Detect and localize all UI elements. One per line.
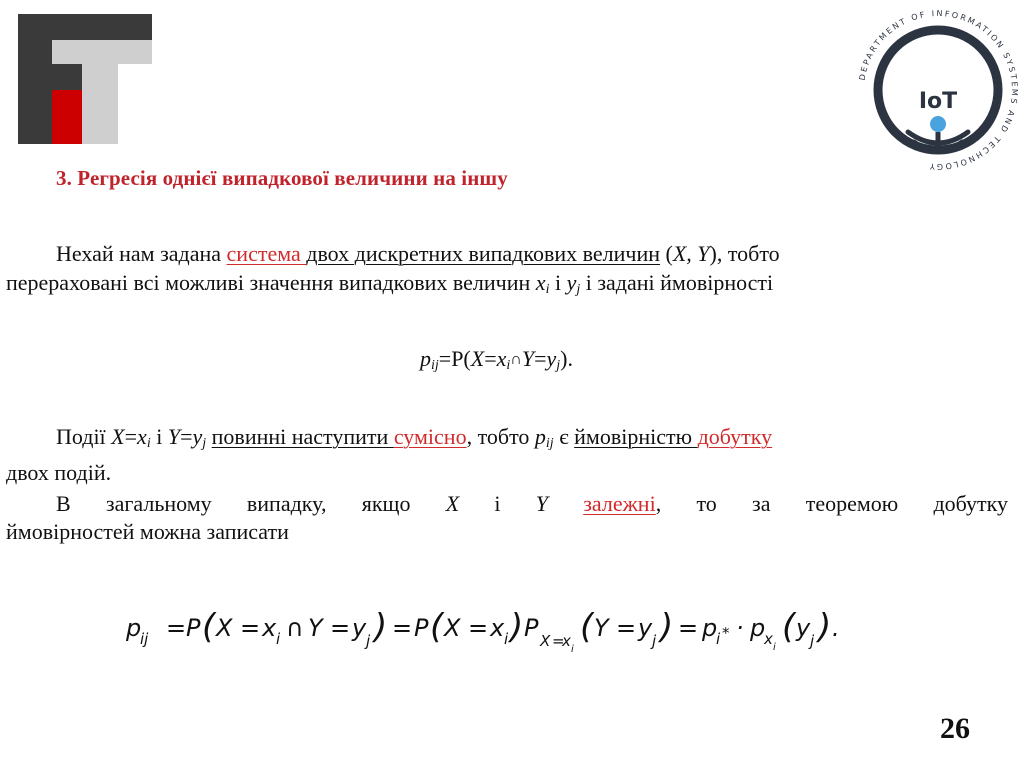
iot-seal-icon xyxy=(852,4,1024,176)
paragraph-system: Нехай нам задана система двох дискретних випадкових величин (X, Y), тобто перераховані всі можливі значення випадкових величин $x_i$ і $y_j$ і задані ймовірності xyxy=(6,241,780,297)
svg-text:x: x xyxy=(490,614,505,642)
svg-text:j: j xyxy=(652,632,657,650)
svg-text:P: P xyxy=(414,614,429,642)
svg-text:=: = xyxy=(330,614,351,642)
svg-text:*: * xyxy=(722,624,730,642)
svg-text:Y: Y xyxy=(308,614,323,642)
link-dependent[interactable]: залежні xyxy=(583,491,656,516)
paragraph-dependent-line2: ймовірностей можна записати xyxy=(6,519,289,544)
svg-text:ij: ij xyxy=(140,630,149,648)
paragraph-dependent: В загальному випадку, якщо X і Y залежні, то за теоремою добутку xyxy=(56,491,1008,516)
svg-text:): ) xyxy=(510,607,524,647)
svg-text:j: j xyxy=(810,632,815,650)
svg-text:p: p xyxy=(750,614,766,642)
svg-text:i: i xyxy=(276,630,281,648)
svg-text:=: = xyxy=(552,632,565,650)
svg-text:): ) xyxy=(374,607,388,647)
svg-text:y: y xyxy=(796,614,811,642)
svg-text:i: i xyxy=(716,630,721,648)
svg-text:=: = xyxy=(392,614,413,642)
svg-text:=: = xyxy=(166,614,187,642)
svg-text:): ) xyxy=(818,607,832,647)
svg-text:y: y xyxy=(352,614,367,642)
svg-text:=: = xyxy=(616,614,637,642)
svg-text:=: = xyxy=(468,614,489,642)
svg-text:∩: ∩ xyxy=(286,614,304,642)
svg-text:.: . xyxy=(832,614,840,642)
svg-text:p: p xyxy=(702,614,718,642)
svg-text:(: ( xyxy=(782,607,796,647)
link-system[interactable]: система xyxy=(226,241,307,266)
svg-text:DEPARTMENT OF INFORMATION SYST: DEPARTMENT OF INFORMATION SYSTEMS AND TECHNOLOGY xyxy=(857,8,1020,172)
svg-text:p: p xyxy=(126,614,142,642)
svg-text:x: x xyxy=(262,614,277,642)
svg-text:(: ( xyxy=(202,607,216,647)
svg-text:j: j xyxy=(366,632,371,650)
svg-text:P: P xyxy=(186,614,201,642)
svg-text:y: y xyxy=(638,614,653,642)
link-product[interactable]: добутку xyxy=(697,424,773,449)
fit-logo-icon xyxy=(18,14,158,150)
iot-text: IoT xyxy=(918,89,958,114)
section-heading: 3. Регресія однієї випадкової величини на іншу xyxy=(56,166,508,190)
formula-product-theorem xyxy=(120,600,880,660)
svg-text:x: x xyxy=(764,630,773,648)
paragraph-events: Події $X=x_i$ і $Y=y_j$ повинні наступити сумісно, тобто $p_{ij}$ є ймовірністю добутку двох подій. xyxy=(6,424,773,485)
svg-text:X: X xyxy=(216,614,233,642)
svg-text:i: i xyxy=(773,642,776,653)
svg-text:(: ( xyxy=(430,607,444,647)
svg-text:i: i xyxy=(504,630,509,648)
svg-text:X: X xyxy=(540,632,551,650)
svg-text:·: · xyxy=(736,614,744,642)
svg-text:x: x xyxy=(562,632,571,650)
svg-text:Y: Y xyxy=(594,614,609,642)
svg-text:i: i xyxy=(571,644,574,655)
svg-text:P: P xyxy=(524,614,539,642)
svg-text:): ) xyxy=(660,607,674,647)
page-number: 26 xyxy=(940,712,970,745)
svg-text:=: = xyxy=(678,614,699,642)
svg-text:X: X xyxy=(444,614,461,642)
svg-text:(: ( xyxy=(580,607,594,647)
link-joint[interactable]: сумісно xyxy=(393,424,467,449)
svg-text:=: = xyxy=(240,614,261,642)
formula-joint-probability: $p_{ij}=P(X=x_i\cap Y=y_j)$. xyxy=(420,346,573,373)
